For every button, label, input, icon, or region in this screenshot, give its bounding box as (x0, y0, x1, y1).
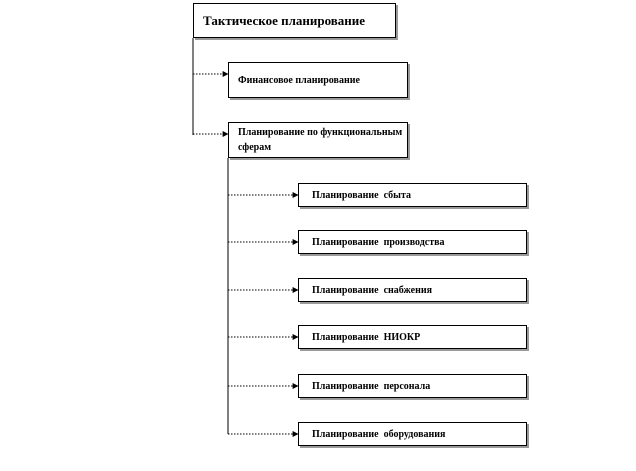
root-node (193, 3, 396, 38)
child-node-label: Планирование персонала (312, 380, 431, 392)
financial-planning-node (228, 62, 408, 98)
child-node-label: Планирование снабжения (312, 284, 433, 296)
root-node-label: Тактическое планирование (203, 12, 366, 28)
child-node-personnel (298, 374, 527, 398)
functional-planning-label: Планирование по функциональным сферам (238, 127, 403, 153)
child-node-label: Планирование сбыта (312, 189, 411, 201)
child-node-equipment (298, 422, 527, 446)
functional-planning-node (228, 122, 408, 158)
financial-planning-label: Финансовое планирование (238, 74, 360, 86)
child-node-production (298, 230, 527, 254)
child-node-label: Планирование производства (312, 236, 445, 248)
child-node-rnd (298, 325, 527, 349)
child-node-label: Планирование НИОКР (312, 331, 421, 343)
child-node-label: Планирование оборудования (312, 428, 446, 440)
child-node-supply (298, 278, 527, 302)
child-node-sales (298, 183, 527, 207)
